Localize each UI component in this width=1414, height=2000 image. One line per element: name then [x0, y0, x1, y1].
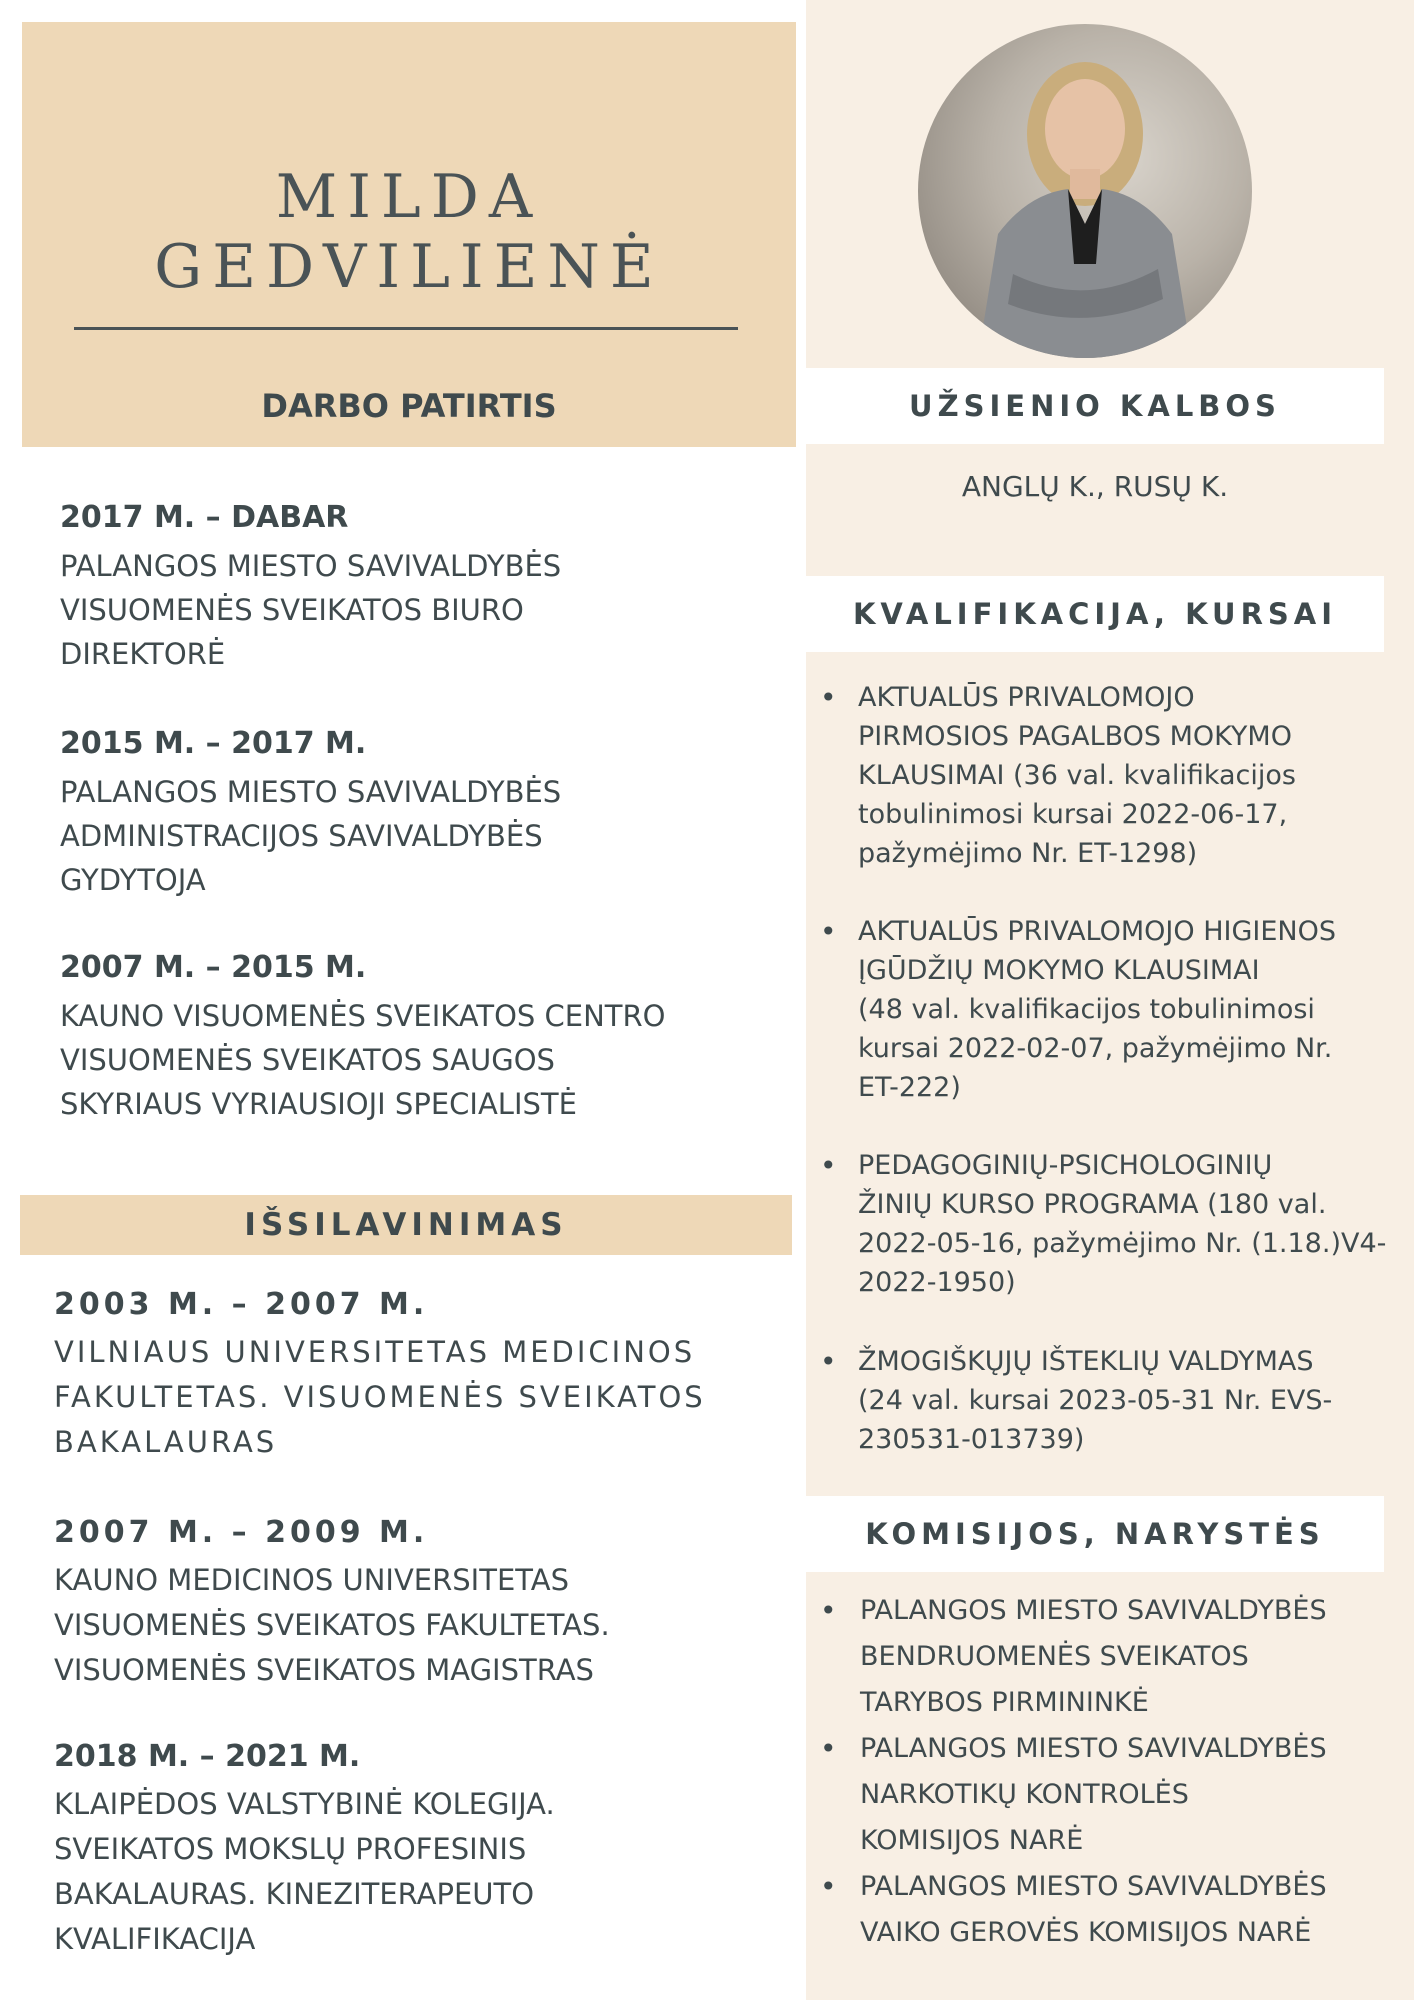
- education-line: KVALIFIKACIJA: [54, 1922, 256, 1956]
- experience-entry: [60, 948, 780, 1126]
- qualification-item: [820, 1342, 1390, 1459]
- name-first: MILDA: [275, 162, 543, 232]
- qualification-line: PIRMOSIOS PAGALBOS MOKYMO: [858, 721, 1292, 752]
- experience-line: VISUOMENĖS SVEIKATOS SAUGOS: [60, 1043, 555, 1077]
- experience-line: GYDYTOJA: [60, 863, 206, 897]
- languages-text: ANGLŲ K., RUSŲ K.: [961, 470, 1229, 503]
- qualification-line: KLAUSIMAI (36 val. kvalifikacijos: [858, 760, 1296, 791]
- qualification-item: [820, 678, 1390, 873]
- qualification-line: PEDAGOGINIŲ-PSICHOLOGINIŲ: [858, 1150, 1273, 1181]
- name-last: GEDVILIENĖ: [154, 232, 664, 302]
- experience-date: 2015 M. – 2017 M.: [60, 726, 367, 761]
- education-entry: [54, 1512, 784, 1693]
- experience-line: PALANGOS MIESTO SAVIVALDYBĖS: [60, 549, 562, 583]
- education-entry: [54, 1284, 784, 1465]
- experience-line: SKYRIAUS VYRIAUSIOJI SPECIALISTĖ: [60, 1087, 577, 1121]
- qualification-header-bar: [806, 576, 1384, 652]
- person-silhouette-icon: [918, 24, 1252, 358]
- experience-line: KAUNO VISUOMENĖS SVEIKATOS CENTRO: [60, 999, 666, 1033]
- qualification-line: ET-222): [858, 1072, 961, 1103]
- committee-item: [820, 1726, 1390, 1864]
- name-header-block: [22, 22, 796, 447]
- education-line: BAKALAURAS: [54, 1425, 278, 1459]
- languages-heading: UŽSIENIO KALBOS: [909, 389, 1281, 423]
- committee-line: PALANGOS MIESTO SAVIVALDYBĖS: [860, 1871, 1327, 1902]
- qualification-heading: KVALIFIKACIJA, KURSAI: [852, 597, 1338, 631]
- qualification-line: 230531-013739): [858, 1424, 1085, 1455]
- education-line: SVEIKATOS MOKSLŲ PROFESINIS: [54, 1832, 527, 1866]
- education-line: VILNIAUS UNIVERSITETAS MEDICINOS: [54, 1335, 696, 1369]
- qualification-line: (24 val. kursai 2023-05-31 Nr. EVS-: [858, 1385, 1333, 1416]
- bullet-icon: •: [820, 1149, 837, 1182]
- profile-photo: [918, 24, 1252, 358]
- bullet-icon: •: [820, 1345, 837, 1378]
- education-line: KAUNO MEDICINOS UNIVERSITETAS: [54, 1563, 569, 1597]
- experience-line: ADMINISTRACIJOS SAVIVALDYBĖS: [60, 819, 543, 853]
- education-heading: IŠSILAVINIMAS: [244, 1207, 568, 1243]
- committee-item: [820, 1588, 1390, 1726]
- committee-item: [820, 1864, 1390, 1956]
- education-line: KLAIPĖDOS VALSTYBINĖ KOLEGIJA.: [54, 1787, 555, 1821]
- qualification-line: ŽINIŲ KURSO PROGRAMA (180 val.: [858, 1189, 1327, 1220]
- bullet-icon: •: [820, 681, 837, 714]
- education-header-bar: [20, 1195, 792, 1255]
- education-date: 2003 M. – 2007 M.: [54, 1287, 429, 1322]
- education-date: 2007 M. – 2009 M.: [54, 1515, 429, 1550]
- experience-entry: [60, 724, 780, 902]
- bullet-icon: •: [820, 1870, 837, 1903]
- committee-line: NARKOTIKŲ KONTROLĖS: [860, 1779, 1189, 1810]
- experience-heading: DARBO PATIRTIS: [261, 387, 557, 425]
- bullet-icon: •: [820, 1594, 837, 1627]
- education-date: 2018 M. – 2021 M.: [54, 1739, 361, 1774]
- committee-line: KOMISIJOS NARĖ: [860, 1825, 1084, 1856]
- qualification-line: 2022-1950): [858, 1267, 1016, 1298]
- qualification-line: ĮGŪDŽIŲ MOKYMO KLAUSIMAI: [858, 955, 1260, 986]
- committees-header-bar: [806, 1496, 1384, 1572]
- languages-header-bar: [806, 368, 1384, 444]
- committee-line: VAIKO GEROVĖS KOMISIJOS NARĖ: [860, 1917, 1312, 1948]
- qualification-item: [820, 912, 1390, 1107]
- committee-line: BENDRUOMENĖS SVEIKATOS: [860, 1641, 1249, 1672]
- experience-entry: [60, 498, 780, 676]
- bullet-icon: •: [820, 1732, 837, 1765]
- qualification-line: tobulinimosi kursai 2022-06-17,: [858, 799, 1288, 830]
- qualification-line: (48 val. kvalifikacijos tobulinimosi: [858, 994, 1315, 1025]
- education-line: VISUOMENĖS SVEIKATOS MAGISTRAS: [54, 1653, 594, 1687]
- committees-heading: KOMISIJOS, NARYSTĖS: [865, 1517, 1325, 1551]
- committee-line: TARYBOS PIRMININKĖ: [860, 1687, 1149, 1718]
- experience-line: PALANGOS MIESTO SAVIVALDYBĖS: [60, 775, 562, 809]
- committee-line: PALANGOS MIESTO SAVIVALDYBĖS: [860, 1733, 1327, 1764]
- qualification-line: pažymėjimo Nr. ET-1298): [858, 838, 1198, 869]
- experience-date: 2007 M. – 2015 M.: [60, 950, 367, 985]
- qualification-line: AKTUALŪS PRIVALOMOJO HIGIENOS: [858, 916, 1337, 947]
- experience-line: DIREKTORĖ: [60, 637, 226, 671]
- qualification-line: kursai 2022-02-07, pažymėjimo Nr.: [858, 1033, 1333, 1064]
- experience-date: 2017 M. – DABAR: [60, 500, 349, 535]
- qualification-item: [820, 1146, 1390, 1302]
- experience-line: VISUOMENĖS SVEIKATOS BIURO: [60, 593, 524, 627]
- qualification-line: AKTUALŪS PRIVALOMOJO: [858, 682, 1195, 713]
- education-entry: [54, 1736, 784, 1962]
- bullet-icon: •: [820, 915, 837, 948]
- name-divider: [74, 327, 738, 330]
- qualification-line: 2022-05-16, pažymėjimo Nr. (1.18.)V4-: [858, 1228, 1387, 1259]
- education-line: FAKULTETAS. VISUOMENĖS SVEIKATOS: [54, 1380, 706, 1414]
- committee-line: PALANGOS MIESTO SAVIVALDYBĖS: [860, 1595, 1327, 1626]
- qualification-line: ŽMOGIŠKŲJŲ IŠTEKLIŲ VALDYMAS: [858, 1346, 1314, 1377]
- education-line: BAKALAURAS. KINEZITERAPEUTO: [54, 1877, 535, 1911]
- education-line: VISUOMENĖS SVEIKATOS FAKULTETAS.: [54, 1608, 610, 1642]
